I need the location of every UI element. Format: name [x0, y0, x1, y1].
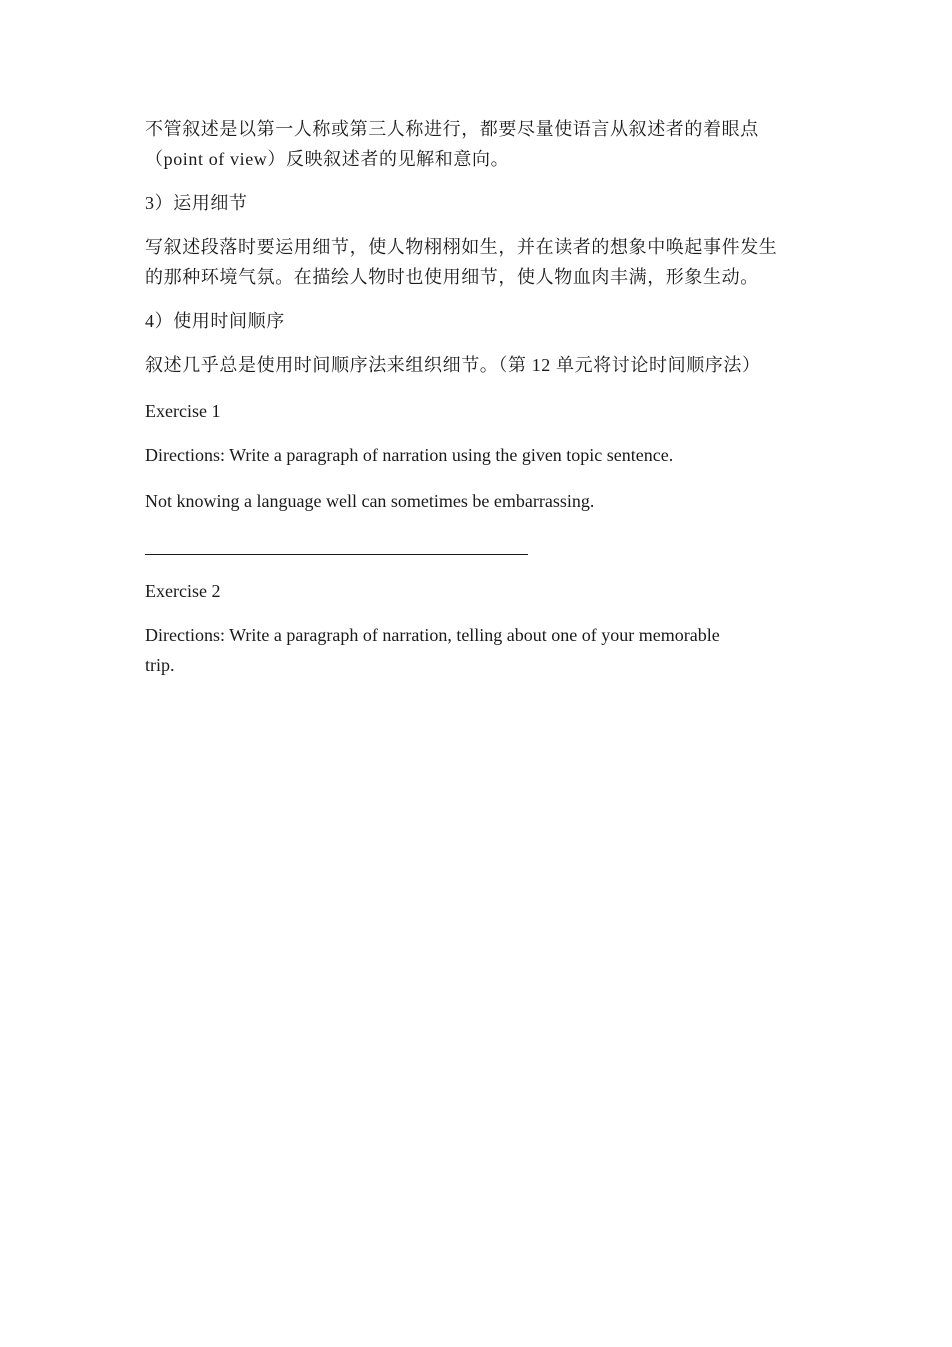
section-3-heading: 3）运用细节 — [145, 193, 248, 213]
exercise-2-directions-line-2: trip. — [145, 655, 175, 675]
section-4-body: 叙述几乎总是使用时间顺序法来组织细节。（第 12 单元将讨论时间顺序法） — [145, 355, 761, 375]
section-3-line-1: 写叙述段落时要运用细节，使人物栩栩如生，并在读者的想象中唤起事件发生 — [145, 237, 778, 257]
section-4-heading: 4）使用时间顺序 — [145, 311, 285, 331]
exercise-1-directions: Directions: Write a paragraph of narration using the given topic sentence. — [145, 445, 674, 465]
answer-line — [145, 554, 528, 555]
intro-line-1: 不管叙述是以第一人称或第三人称进行，都要尽量使语言从叙述者的着眼点 — [145, 119, 759, 139]
section-3-line-2: 的那种环境气氛。在描绘人物时也使用细节，使人物血肉丰满，形象生动。 — [145, 267, 759, 287]
exercise-1-title: Exercise 1 — [145, 401, 221, 421]
intro-line-2: （point of view）反映叙述者的见解和意向。 — [145, 149, 510, 169]
exercise-2-title: Exercise 2 — [145, 581, 221, 601]
exercise-2-directions-line-1: Directions: Write a paragraph of narration, telling about one of your memorable — [145, 625, 720, 645]
exercise-1-topic-sentence: Not knowing a language well can sometimes be embarrassing. — [145, 491, 595, 511]
